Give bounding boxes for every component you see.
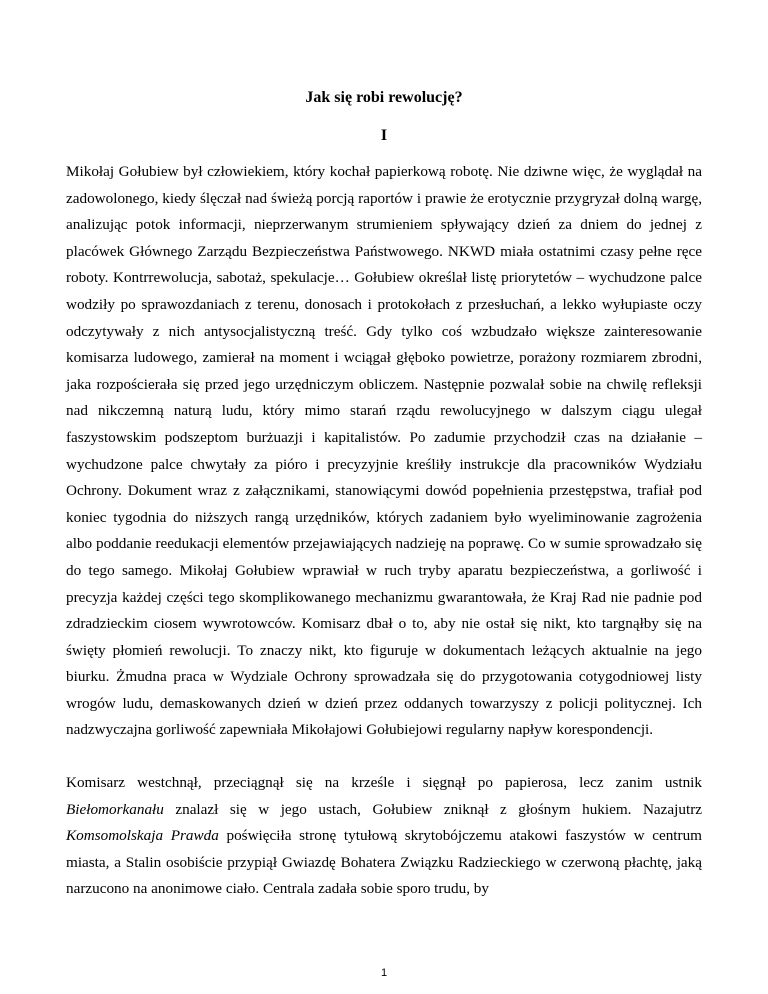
document-title: Jak się robi rewolucję? xyxy=(305,89,463,106)
page-number: 1 xyxy=(380,967,388,979)
newspaper-title-belomorkanal: Biełomorkanału xyxy=(66,800,164,818)
paragraph-2 xyxy=(66,770,702,903)
paragraph-text: poświęciła stronę tytułową skrytobójczemu atakowi faszystów w centrum miasta, a Stalin osobiście przypiął Gwiazdę Bohatera Związku Radzieckiego w czerwoną płachtę, jaką narzucono na anonimowe ciało. Centrala zadała sobie sporo trudu, by xyxy=(66,827,702,898)
paragraph-text: Komisarz westchnął, przeciągnął się na krześle i sięgnął po papierosa, lecz zanim ustnik xyxy=(66,774,702,791)
paragraph-text: znalazł się w jego ustach, Gołubiew zniknął z głośnym hukiem. Nazajutrz xyxy=(163,800,702,818)
newspaper-title-komsomolskaja: Komsomolskaja Prawda xyxy=(66,827,219,845)
paragraph-1 xyxy=(66,159,702,744)
document-page xyxy=(66,0,702,994)
chapter-heading: I xyxy=(380,127,388,144)
paragraph-text: Mikołaj Gołubiew był człowiekiem, który kochał papierkową robotę. Nie dziwne więc, że wyglądał na zadowolonego, kiedy ślęczał nad świeżą porcją raportów i prawie że erotycznie przygryzał dolną wargę, analizując potok informacji, nieprzerwanym strumieniem spływający dzień za dniem do jednej z placówek Głównego Zarządu Bezpieczeństwa Państwowego. NKWD miała ostatnimi czasy pełne ręce roboty. Kontrrewolucja, sabotaż, spekulacje… Gołubiew określał listę priorytetów – wychudzone palce wodziły po sprawozdaniach z terenu, donosach i protokołach z przesłuchań, a lekko wyłupiaste oczy odczytywały z nich antysocjalistyczną treść. Gdy tylko coś wzbudzało większe zainteresowanie komisarza ludowego, zamierał na moment i wciągał głęboko powietrze, porażony rozmiarem zbrodni, jaka rozpościerała się przed jego urzędniczym obliczem. Następnie pozwalał sobie na chwilę refleksji nad nikczemną naturą ludu, który mimo starań rządu rewolucyjnego w dalszym ciągu ulegał faszystowskim podszeptom burżuazji i kapitalistów. Po zadumie przychodził czas na działanie – wychudzone palce chwytały za pióro i precyzyjnie kreśliły instrukcje dla pracowników Wydziału Ochrony. Dokument wraz z załącznikami, stanowiącymi dowód popełnienia przestępstwa, trafiał pod koniec tygodnia do niższych rangą urzędników, których zadaniem było wyeliminowanie zagrożenia albo poddanie reedukacji elementów przejawiających nadzieję na poprawę. Co w sumie sprowadzało się do tego samego. Mikołaj Gołubiew wprawiał w ruch tryby aparatu bezpieczeństwa, a gorliwość i precyzja każdej części tego skomplikowanego mechanizmu gwarantowała, że Kraj Rad nie padnie pod zdradzieckim ciosem wywrotowców. Komisarz dbał o to, aby nie ostał się nikt, kto targnąłby się na święty płomień rewolucji. To znaczy nikt, kto figuruje w dokumentach leżących aktualnie na jego biurku. Żmudna praca w Wydziale Ochrony sprowadzała się do przygotowania cotygodniowej listy wrogów ludu, demaskowanych dzień w dzień przez oddanych towarzyszy z policji politycznej. Ich nadzwyczajna gorliwość zapewniała Mikołajowi Gołubiejowi regularny napływ korespondencji. xyxy=(66,163,702,739)
